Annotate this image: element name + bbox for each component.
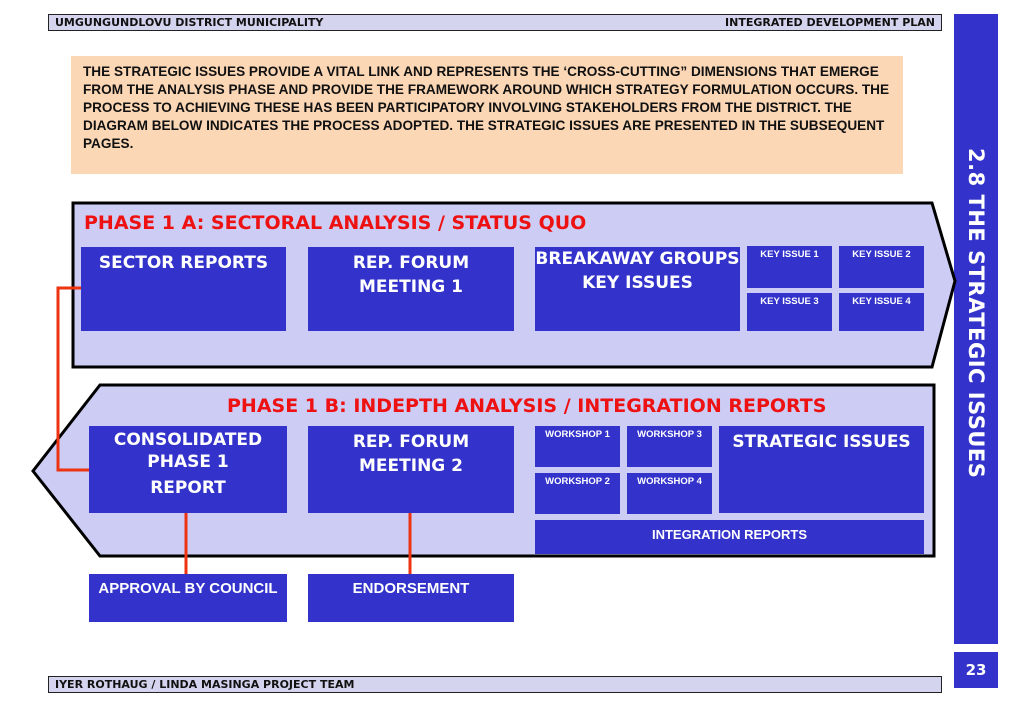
workshop-4-box: WORKSHOP 4 xyxy=(627,473,712,514)
consolidated-report-label: CONSOLIDATED PHASE 1 xyxy=(113,430,263,472)
breakaway-groups-label: BREAKAWAY GROUPS xyxy=(535,249,740,269)
workshop-1-box: WORKSHOP 1 xyxy=(535,426,620,467)
phase1b-title: PHASE 1 B: INDEPTH ANALYSIS / INTEGRATION REPORTS xyxy=(227,395,827,417)
strategic-issues-box xyxy=(719,426,924,513)
key-issue-2-box: KEY ISSUE 2 xyxy=(839,246,924,288)
header-municipality: UMGUNGUNDLOVU DISTRICT MUNICIPALITY xyxy=(55,16,324,29)
integration-reports-box: INTEGRATION REPORTS xyxy=(535,520,924,554)
breakaway-groups-box xyxy=(535,247,740,331)
sector-reports-box xyxy=(81,247,286,331)
workshop-3-box: WORKSHOP 3 xyxy=(627,426,712,467)
workshop-2-box: WORKSHOP 2 xyxy=(535,473,620,514)
phase1a-title: PHASE 1 A: SECTORAL ANALYSIS / STATUS QUO xyxy=(84,212,587,234)
endorsement-box: ENDORSEMENT xyxy=(308,574,514,622)
key-issue-4-box: KEY ISSUE 4 xyxy=(839,293,924,331)
side-title-text: 2.8 THE STRATEGIC ISSUES xyxy=(964,148,988,479)
key-issues-label: KEY ISSUES xyxy=(582,273,693,293)
key-issue-1-box: KEY ISSUE 1 xyxy=(747,246,832,288)
approval-by-council-box: APPROVAL BY COUNCIL xyxy=(89,574,287,622)
sector-reports-label: SECTOR REPORTS xyxy=(98,253,269,273)
intro-text-box: THE STRATEGIC ISSUES PROVIDE A VITAL LINK AND REPRESENTS THE ‘CROSS-CUTTING” DIMENSIONS THAT EMERGE FROM THE ANALYSIS PHASE AND PROVIDE THE FRAMEWORK AROUND WHICH STRATEGY FORMULATION OCCURS. THE PROCESS TO ACHIEVING THESE HAS BEEN PARTICIPATORY INVOLVING STAKEHOLDERS FROM THE DISTRICT. THE DIAGRAM BELOW INDICATES THE PROCESS ADOPTED. THE STRATEGIC ISSUES ARE PRESENTED IN THE SUBSEQUENT PAGES. xyxy=(71,56,903,174)
forum-meeting-2-label: REP. FORUM MEETING 2 xyxy=(352,432,470,476)
page-number: 23 xyxy=(954,652,998,688)
header-plan-title: INTEGRATED DEVELOPMENT PLAN xyxy=(725,16,935,29)
forum-meeting-2-box xyxy=(308,426,514,513)
key-issue-3-box: KEY ISSUE 3 xyxy=(747,293,832,331)
forum-meeting-1-box xyxy=(308,247,514,331)
strategic-issues-label: STRATEGIC ISSUES xyxy=(732,432,911,452)
footer-team: IYER ROTHAUG / LINDA MASINGA PROJECT TEAM xyxy=(55,678,355,691)
forum-meeting-1-label: REP. FORUM MEETING 1 xyxy=(352,253,470,297)
consolidated-report-box xyxy=(89,426,287,513)
consolidated-report-label-2: REPORT xyxy=(150,478,226,498)
